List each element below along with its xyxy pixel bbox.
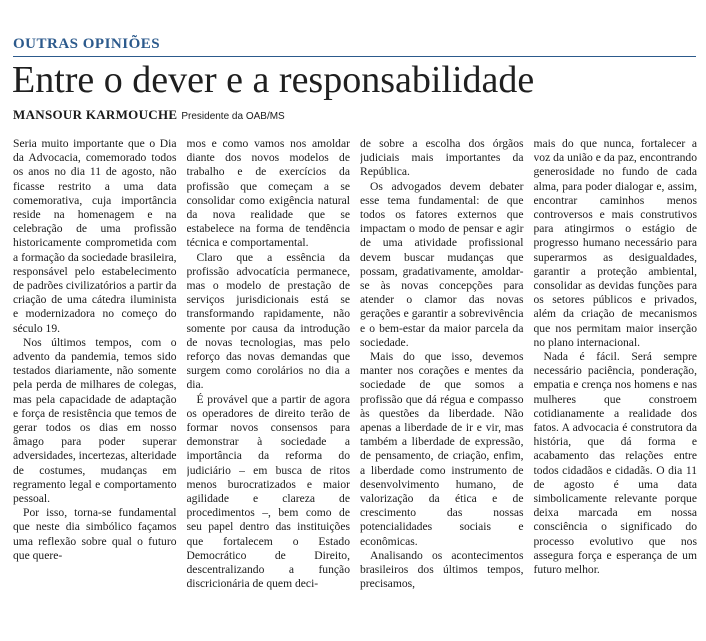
column-4 [534, 137, 698, 637]
paragraph: Os advogados devem debater esse tema fundamental: de que todos os fatores externos que impactam o modo de pensar e agir de uma atividade profissional devem buscar mudanças que possam, gradativamente, amoldar-se às novas concepções para atender o clamor das novas gerações e garantir a sobrevivência e o bem-estar da maior parcela da sociedade. [360, 179, 524, 349]
paragraph: Analisando os acontecimentos brasileiros dos últimos tempos, precisamos, [360, 548, 524, 591]
headline: Entre o dever e a responsabilidade [12, 59, 535, 101]
paragraph: Seria muito importante que o Dia da Advocacia, comemorado todos os anos no dia 11 de agosto, não ficasse restrito a uma data comemorativa, cuja importância reside na homenagem e na celebração de uma profissão historicamente comprometida com a formação da sociedade brasileira, responsável pelo estabelecimento de padrões civilizatórios a partir da criação de uma cátedra iluminista e modernizadora no começo do século 19. [13, 137, 177, 335]
paragraph: Por isso, torna-se fundamental que neste dia simbólico façamos uma reflexão sobre qual o futuro que quere- [13, 506, 177, 562]
paragraph: Mais do que isso, devemos manter nos corações e mentes da sociedade de que somos a profissão que dá régua e compasso às questões da liberdade. Não apenas a liberdade de ir e vir, mas também a liberdade de expressão, de pensamento, de criação, enfim, a liberdade como instrumento de desenvolvimento humano, de valorização da ética e de crescimento das nossas potencialidades sociais e econômicas. [360, 350, 524, 548]
column-2 [187, 137, 351, 637]
paragraph: mos e como vamos nos amoldar diante dos novos modelos de trabalho e de exercícios da profissão que começam a se consolidar como exigência natural da nova realidade que se estabelece na forma de tendência técnica e comportamental. [186, 137, 350, 250]
paragraph: Claro que a essência da profissão advocatícia permanece, mas o modelo de prestação de serviços jurisdicionais está se transformando rapidamente, não somente por causa da introdução de novas tecnologias, mas pelo reforço das novas demandas que surgem como corolários no dia a dia. [186, 250, 350, 392]
author-name: MANSOUR KARMOUCHE [13, 107, 178, 122]
section-label: OUTRAS OPINIÕES [13, 36, 161, 52]
byline [13, 107, 285, 123]
column-3 [360, 137, 524, 637]
paragraph: Nos últimos tempos, com o advento da pandemia, temos sido testados diariamente, não somente pela perda de milhares de colegas, mas pela capacidade de adaptação e força de resistência que temos de gerar todos os dias em nosso âmago para poder superar adversidades, incertezas, alteridade de costumes, mudanças em regramento legal e comportamento pessoal. [13, 335, 177, 506]
section-rule [13, 56, 696, 57]
paragraph: É provável que a partir de agora os operadores de direito terão de formar novos consensos para demonstrar à sociedade a importância da reforma do judiciário – em busca de ritos menos burocratizados e maior agilidade e clareza de procedimentos –, bem como de seu papel dentro das instituições que fortalecem o Estado Democrático de Direito, descentralizando a função discricionária de quem deci- [186, 392, 350, 591]
paragraph: de sobre a escolha dos órgãos judiciais mais importantes da República. [360, 137, 524, 179]
article-columns [13, 137, 697, 637]
author-role: Presidente da OAB/MS [181, 111, 285, 122]
column-1 [13, 137, 177, 637]
paragraph: mais do que nunca, fortalecer a voz da união e da paz, encontrando generosidade no fundo de cada alma, para poder dialogar e, assim, encontrar caminhos menos controversos e mais construtivos para atingirmos o estágio de progresso humano necessário para superarmos as desigualdades, garantir a proteção ambiental, consolidar as devidas funções para os setores públicos e privados, além da criação de mecanismos que nos permitam maior inserção no plano internacional. [533, 137, 697, 349]
paragraph: Nada é fácil. Será sempre necessário paciência, ponderação, empatia e crença nos homens e nas mulheres que constroem cotidianamente a realidade dos fatos. A advocacia é construtora da história, que dá forma e acabamento das relações entre todos cidadãos e cidadãs. O dia 11 de agosto é uma data simbolicamente relevante porque deixa marcada em nossa consciência o significado do processo evolutivo que nos assegura força e esperança de um futuro melhor. [533, 350, 697, 577]
